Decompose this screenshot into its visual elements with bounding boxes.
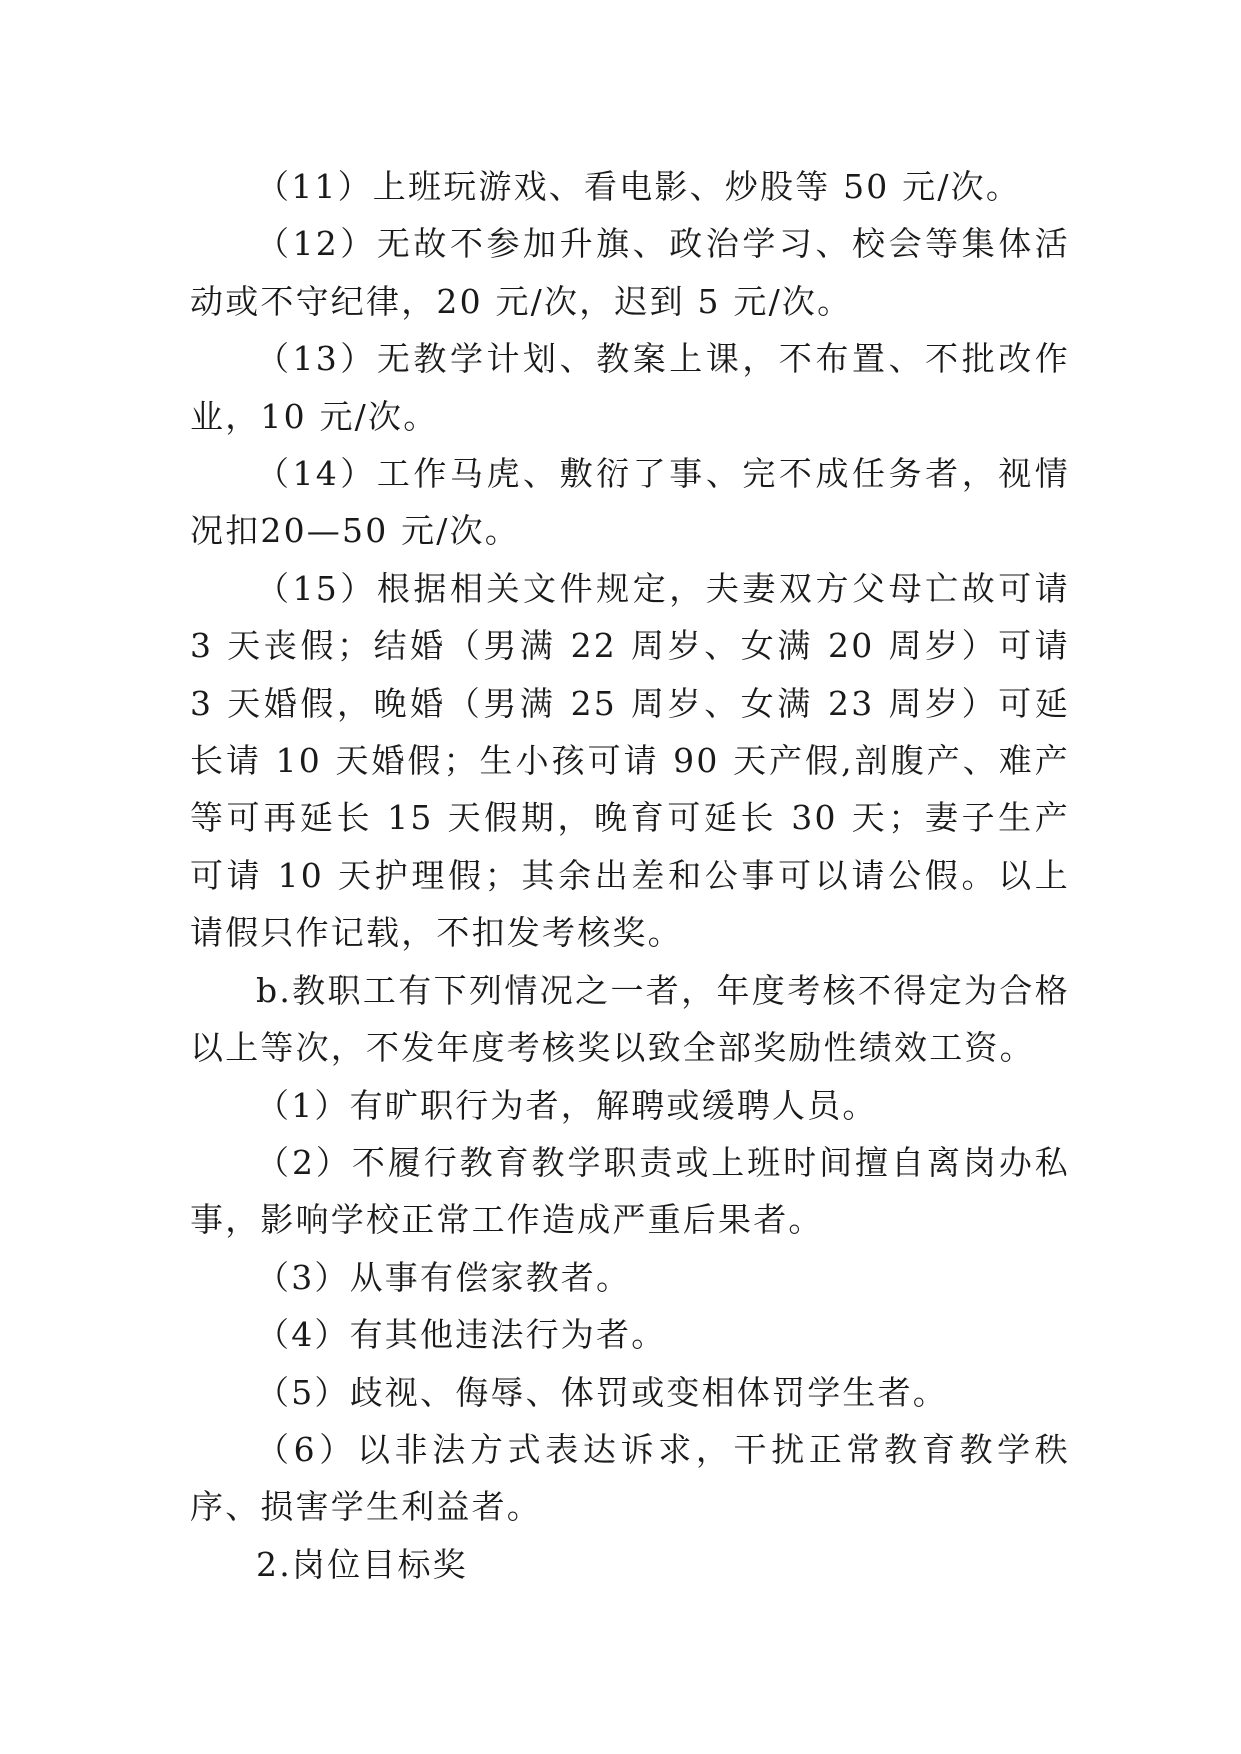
text-line: （15）根据相关文件规定，夫妻双方父母亡故可请 3 天	[190, 568, 1083, 666]
paragraph-item-2	[190, 1134, 1070, 1249]
text-line: 晚婚（男满 25 周岁、女满 23 周岁）可延长请 10 天婚假；	[190, 683, 1070, 781]
text-line: 不守纪律，20 元/次，迟到 5 元/次。	[260, 281, 853, 321]
paragraph-item-6	[190, 1421, 1070, 1536]
document-body	[190, 158, 1083, 1593]
text-line: （2）不履行教育教学职责或上班时间擅自离岗办私事，	[190, 1142, 1070, 1240]
text-line: （12）无故不参加升旗、政治学习、校会等集体活动或	[190, 224, 1070, 321]
text-line: （4）有其他违法行为者。	[256, 1315, 667, 1355]
text-line: （3）从事有偿家教者。	[256, 1257, 632, 1297]
text-line: 影响学校正常工作造成严重后果者。	[260, 1200, 824, 1240]
text-line: （14）工作马虎、敷衍了事、完不成任务者，视情况扣	[190, 454, 1070, 551]
paragraph-item-15	[190, 560, 1083, 962]
text-line: （13）无教学计划、教案上课，不布置、不批改作业，	[190, 339, 1070, 436]
paragraph-item-4	[190, 1306, 1070, 1363]
section-heading-2	[190, 1536, 1070, 1593]
text-line: 10 元/次。	[260, 396, 439, 436]
text-line: 生小孩可请 90 天产假,剖腹产、难产等可再延长 15 天假期，	[190, 741, 1070, 838]
text-line: （1）有旷职行为者，解聘或缓聘人员。	[256, 1085, 878, 1125]
text-line: 公事可以请公假。以上请假只作记载，不扣发考核奖。	[190, 855, 1071, 953]
text-line: 上等次，不发年度考核奖以致全部奖励性绩效工资。	[225, 1028, 1035, 1068]
paragraph-item-11	[190, 158, 1070, 215]
text-line: 丧假；结婚（男满 22 周岁、女满 20 周岁）可请 3 天婚假，	[190, 626, 1083, 723]
paragraph-item-1	[190, 1077, 1070, 1134]
text-line: （11）上班玩游戏、看电影、炒股等 50 元/次。	[256, 167, 1022, 206]
paragraph-section-b	[190, 962, 1070, 1077]
text-line: （5）歧视、侮辱、体罚或变相体罚学生者。	[256, 1372, 948, 1412]
text-line: （6）以非法方式表达诉求，干扰正常教育教学秩序、	[190, 1429, 1070, 1527]
text-line: 晚育可延长 30 天；妻子生产可请 10 天护理假；其余出差和	[190, 798, 1070, 895]
paragraph-item-14	[190, 445, 1070, 560]
text-line: 损害学生利益者。	[260, 1487, 543, 1527]
paragraph-item-5	[190, 1364, 1070, 1421]
paragraph-item-12	[190, 215, 1070, 330]
text-line: 20—50 元/次。	[260, 511, 520, 551]
text-line: 2.岗位目标奖	[256, 1544, 468, 1584]
paragraph-item-3	[190, 1249, 1070, 1306]
text-line: b.教职工有下列情况之一者，年度考核不得定为合格以	[190, 970, 1070, 1068]
paragraph-item-13	[190, 330, 1070, 445]
